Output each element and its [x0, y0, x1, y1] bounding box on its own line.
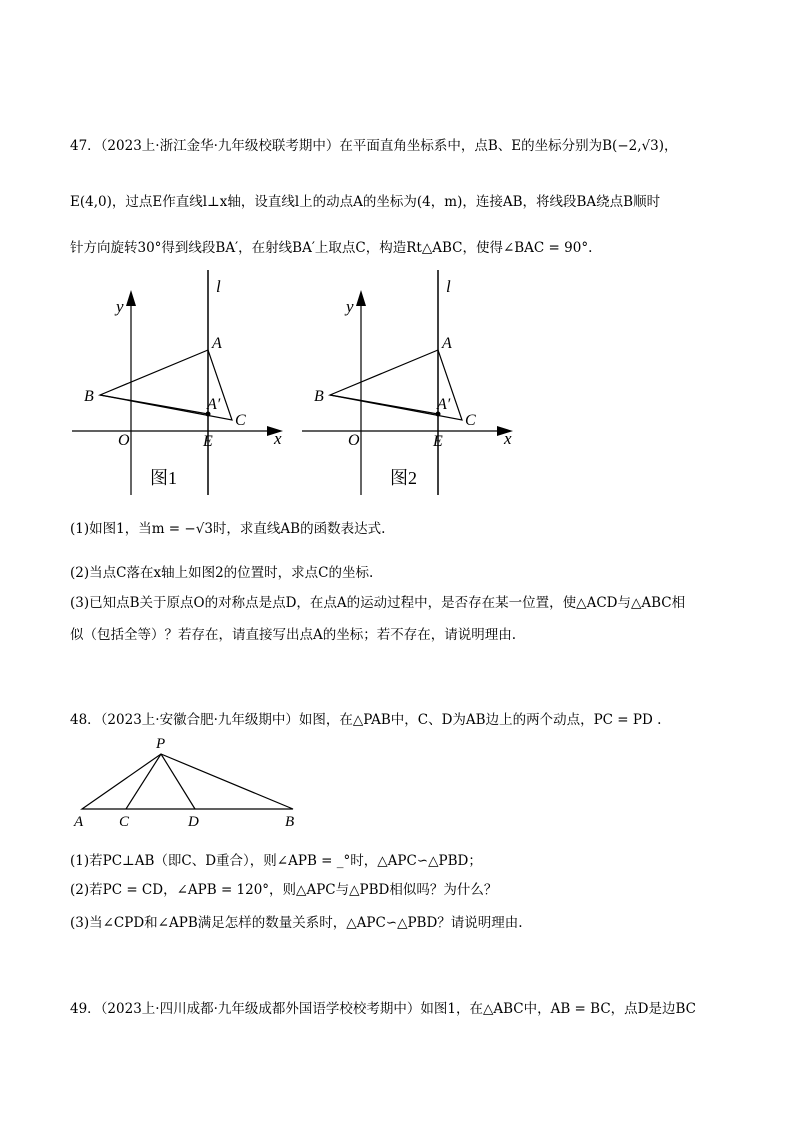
q47-part-1: (1)如图1，当m = −√3时，求直线AB的函数表达式. — [70, 521, 386, 537]
label-c: C — [465, 412, 476, 429]
figure-caption: 图2 — [390, 468, 417, 488]
q48-part-2: (2)若PC = CD，∠APB = 120°，则△APC与△PBD相似吗？为什么？ — [70, 882, 498, 898]
label-e: E — [203, 433, 213, 450]
q47-figure-1 — [60, 268, 300, 498]
segment-pd — [161, 754, 195, 809]
q49-line-1: 49．（2023上·四川成都·九年级成都外国语学校校考期中）如图1，在△ABC中，AB = BC，点D是边BC — [70, 1001, 696, 1017]
label-c: C — [235, 412, 246, 429]
label-e: E — [433, 433, 443, 450]
segment-pc — [126, 754, 161, 809]
label-o: O — [118, 432, 130, 449]
figure-caption: 图1 — [150, 468, 177, 488]
l-label: l — [216, 277, 221, 296]
y-axis-arrow — [356, 290, 366, 306]
q48-line-1: 48．（2023上·安徽合肥·九年级期中）如图，在△PAB中，C、D为AB边上的两个动点，PC = PD . — [70, 712, 662, 728]
q47-line-2: E(4,0)，过点E作直线l⊥x轴，设直线l上的动点A的坐标为(4，m)，连接AB，将线段BA绕点B顺时 — [70, 194, 661, 210]
y-label: y — [116, 297, 124, 316]
q48-part-1: (1)若PC⊥AB（即C、D重合），则∠APB = _°时，△APC∽△PBD； — [70, 853, 482, 869]
label-a: A — [442, 335, 452, 352]
q47-part-3a: (3)已知点B关于原点O的对称点是点D，在点A的运动过程中，是否存在某一位置，使△ACD与△ABC相 — [70, 595, 686, 611]
q47-figure-2 — [290, 268, 530, 498]
q47-part-3b: 似（包括全等）？若存在，请直接写出点A的坐标；若不存在，请说明理由. — [70, 627, 517, 643]
l-label: l — [446, 277, 451, 296]
x-label: x — [504, 429, 512, 448]
label-a-prime: A′ — [207, 396, 221, 413]
q47-part-2: (2)当点C落在x轴上如图2的位置时，求点C的坐标. — [70, 565, 374, 581]
q47-line-1: 47．（2023上·浙江金华·九年级校联考期中）在平面直角坐标系中，点B、E的坐标分别为B(−2,√3)， — [70, 138, 678, 154]
q48-part-3: (3)当∠CPD和∠APB满足怎样的数量关系时，△APC∽△PBD？请说明理由. — [70, 915, 523, 931]
label-p: P — [156, 736, 166, 752]
q48-figure — [66, 732, 316, 832]
triangle-pab — [82, 754, 293, 809]
label-b: B — [285, 814, 295, 830]
q47-line-3: 针方向旋转30°得到线段BA′，在射线BA′上取点C，构造Rt△ABC，使得∠BAC = 90°. — [70, 240, 593, 256]
y-axis-arrow — [126, 290, 136, 306]
y-label: y — [346, 297, 354, 316]
label-c: C — [119, 814, 130, 830]
label-a: A — [212, 335, 222, 352]
segment-b-aprime — [100, 395, 208, 414]
label-o: O — [348, 432, 360, 449]
x-label: x — [274, 429, 282, 448]
label-a-prime: A′ — [437, 396, 451, 413]
label-b: B — [314, 388, 324, 405]
label-a: A — [74, 814, 84, 830]
label-d: D — [188, 814, 199, 830]
segment-b-aprime — [330, 395, 438, 414]
label-b: B — [84, 388, 94, 405]
